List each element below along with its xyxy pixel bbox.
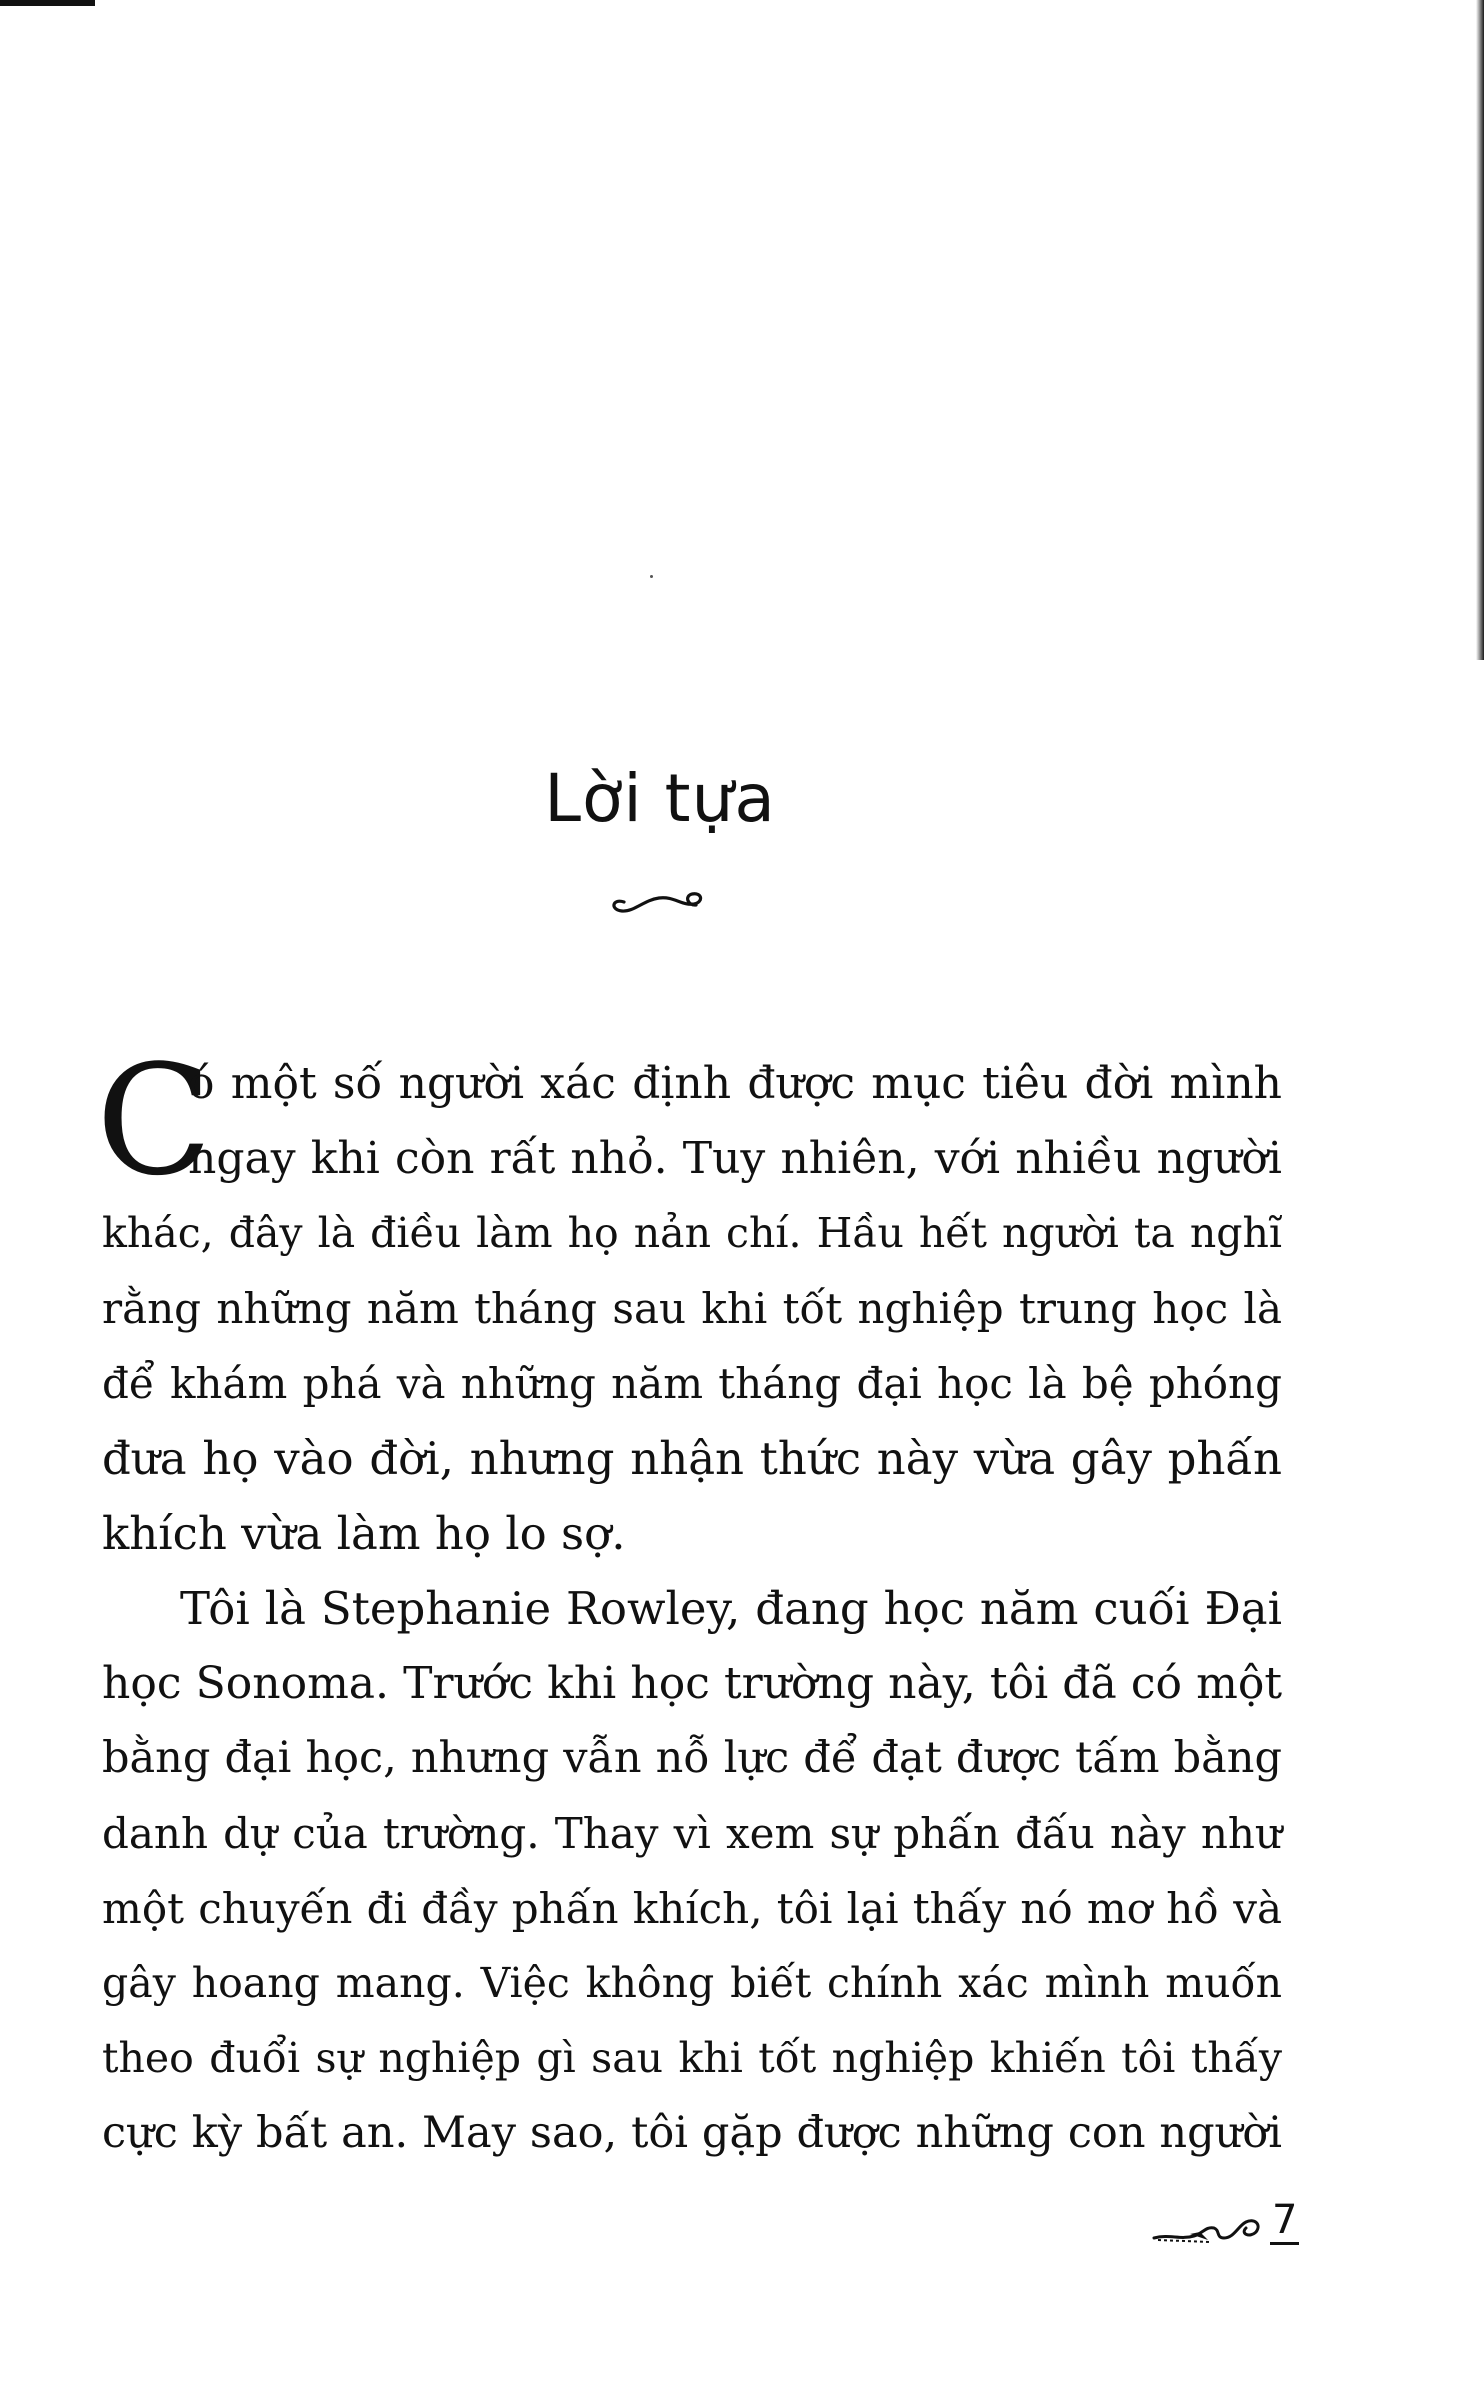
text-line: một chuyến đi đầy phấn khích, tôi lại thấy nó mơ hồ và [102,1884,1282,1933]
folio-ornament-icon [1150,2204,1270,2248]
page-number: 7 [1272,2197,1298,2243]
text-line: rằng những năm tháng sau khi tốt nghiệp trung học là [102,1284,1282,1333]
text-line: bằng đại học, nhưng vẫn nỗ lực để đạt được tấm bằng [102,1733,1282,1783]
text-line: khác, đây là điều làm họ nản chí. Hầu hết người ta nghĩ [102,1209,1282,1257]
text-line: danh dự của trường. Thay vì xem sự phấn đấu này như [102,1809,1282,1858]
swash-ornament-icon [604,880,714,920]
text-line: theo đuổi sự nghiệp gì sau khi tốt nghiệp khiến tôi thấy [102,2034,1282,2082]
text-line: khích vừa làm họ lo sợ. [102,1507,626,1560]
text-line: học Sonoma. Trước khi học trường này, tôi đã có một [102,1658,1282,1709]
drop-cap: C [96,1032,213,1209]
scan-edge-right [1476,0,1484,660]
text-line: ó một số người xác định được mục tiêu đời mình [188,1058,1282,1109]
chapter-title: Lời tựa [544,760,776,837]
text-line: đưa họ vào đời, nhưng nhận thức này vừa gây phấn [102,1432,1282,1485]
text-line: cực kỳ bất an. May sao, tôi gặp được những con người [102,2108,1282,2158]
text-line: gây hoang mang. Việc không biết chính xác mình muốn [102,1959,1282,2007]
scan-speck [650,575,653,578]
body-text [102,1046,1282,2171]
scan-edge-top [0,0,95,6]
text-line: Tôi là Stephanie Rowley, đang học năm cuối Đại [180,1582,1282,1635]
text-line: ngay khi còn rất nhỏ. Tuy nhiên, với nhiều người [188,1133,1282,1184]
text-line: để khám phá và những năm tháng đại học là bệ phóng [102,1359,1282,1408]
